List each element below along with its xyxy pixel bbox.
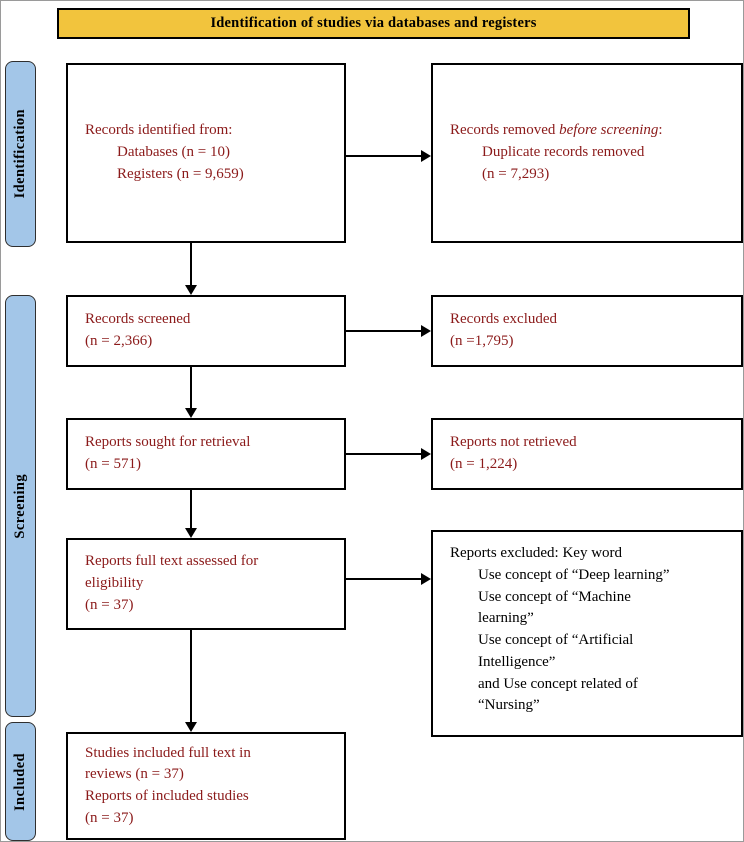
box-records-identified bbox=[66, 63, 346, 243]
box-reports-excluded-keyword bbox=[431, 530, 743, 737]
box-line: Reports full text assessed for bbox=[85, 553, 259, 570]
box-line: (n = 1,224) bbox=[450, 456, 518, 472]
box-reports-assessed bbox=[66, 538, 346, 630]
box-line: (n = 7,293) bbox=[482, 165, 550, 182]
box-records-screened bbox=[66, 295, 346, 367]
box-line: learning” bbox=[478, 610, 534, 627]
box-reports-not-retrieved bbox=[431, 418, 743, 490]
box-line: Records excluded bbox=[450, 311, 558, 328]
box-line: Reports of included studies bbox=[85, 788, 249, 804]
stage-label-text: Included bbox=[12, 752, 28, 811]
arrow-down-screened-to-sought bbox=[190, 367, 192, 408]
box-line: Databases (n = 10) bbox=[117, 144, 231, 161]
stage-label-text: Screening bbox=[12, 473, 28, 539]
stage-label-screening bbox=[5, 295, 36, 717]
stage-label-identification bbox=[5, 61, 36, 247]
box-line: Intelligence” bbox=[478, 653, 556, 670]
box-reports-sought bbox=[66, 418, 346, 490]
arrow-down-assessed-to-included bbox=[190, 630, 192, 722]
box-line: Records screened bbox=[85, 311, 191, 328]
box-line: (n = 37) bbox=[85, 596, 134, 613]
italic-text-segment: before screening bbox=[559, 122, 659, 139]
box-records-removed bbox=[431, 63, 743, 243]
box-records-excluded bbox=[431, 295, 743, 367]
box-line: and Use concept related of bbox=[478, 675, 638, 692]
box-line: “Nursing” bbox=[478, 697, 540, 714]
box-line bbox=[450, 120, 727, 142]
box-line: Reports not retrieved bbox=[450, 434, 577, 451]
box-line: eligibility bbox=[85, 575, 144, 592]
box-line: Records identified from: bbox=[85, 122, 233, 139]
text-segment: : bbox=[658, 122, 663, 139]
stage-label-text: Identification bbox=[12, 109, 28, 199]
box-line: Use concept of “Artificial bbox=[478, 632, 634, 648]
box-line: Duplicate records removed bbox=[482, 144, 645, 161]
box-line: Use concept of “Machine bbox=[478, 588, 631, 605]
arrow-right-sought-to-not-retrieved bbox=[346, 453, 421, 455]
stage-label-included bbox=[5, 722, 36, 841]
box-line: reviews (n = 37) bbox=[85, 766, 184, 783]
box-line: Registers (n = 9,659) bbox=[117, 165, 244, 182]
text-segment: Records removed bbox=[450, 122, 560, 139]
arrow-right-screened-to-excluded bbox=[346, 330, 421, 332]
box-line: Studies included full text in bbox=[85, 744, 251, 761]
diagram-title-banner: Identification of studies via databases and registers bbox=[57, 8, 690, 39]
arrow-right-assessed-to-keyword-excluded bbox=[346, 578, 421, 580]
box-studies-included bbox=[66, 732, 346, 840]
box-line: Use concept of “Deep learning” bbox=[478, 566, 670, 583]
box-line: (n = 37) bbox=[85, 809, 134, 826]
box-line: (n =1,795) bbox=[450, 333, 514, 349]
box-line: (n = 571) bbox=[85, 456, 141, 472]
arrow-right-identified-to-removed bbox=[346, 155, 421, 157]
box-line: Reports excluded: Key word bbox=[450, 545, 623, 561]
arrow-down-identified-to-screened bbox=[190, 243, 192, 285]
box-line: (n = 2,366) bbox=[85, 333, 153, 349]
arrow-down-sought-to-assessed bbox=[190, 490, 192, 528]
box-line: Reports sought for retrieval bbox=[85, 434, 251, 451]
